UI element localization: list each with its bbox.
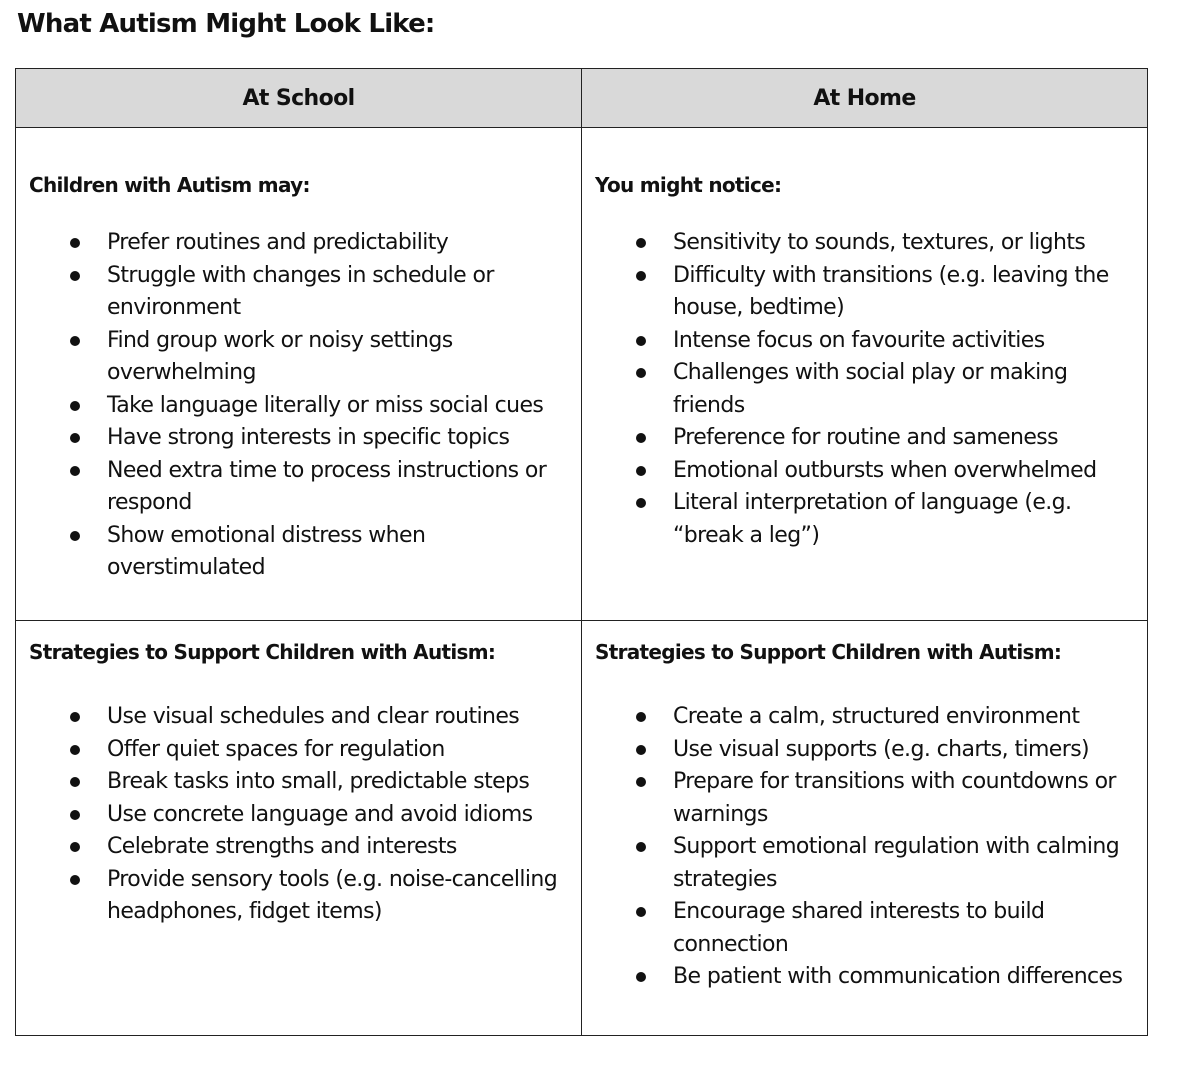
list-item: [17, 390, 580, 423]
list-item: [17, 799, 580, 832]
list-item-text: Preference for routine and sameness: [673, 425, 1059, 450]
list-item-text: Create a calm, structured environment: [673, 704, 1080, 729]
list-item-text: Provide sensory tools (e.g. noise-cancelling headphones, fidget items): [107, 866, 558, 924]
list-item-text: Break tasks into small, predictable steps: [107, 769, 530, 794]
strategies-row: [16, 621, 1148, 1036]
home-strategies-cell: [582, 621, 1148, 1036]
list-item: [17, 734, 580, 767]
list-item: [583, 357, 1146, 422]
signs-row: [16, 128, 1148, 621]
bullet-icon: [70, 777, 80, 787]
bullet-icon: [70, 842, 80, 852]
list-item-text: Find group work or noisy settings overwhelming: [107, 327, 453, 385]
list-item: [583, 831, 1146, 896]
list-item-text: Use visual supports (e.g. charts, timers): [673, 736, 1090, 762]
list-item: [583, 422, 1146, 455]
list-item-text: Celebrate strengths and interests: [107, 834, 457, 859]
bullet-icon: [70, 433, 80, 443]
school-signs-heading: Children with Autism may:: [29, 173, 310, 197]
bullet-icon: [636, 777, 646, 787]
list-item-text: Challenges with social play or making friends: [673, 360, 1068, 418]
list-item-text: Use concrete language and avoid idioms: [107, 801, 533, 827]
list-item: [17, 766, 580, 799]
list-item: [583, 325, 1146, 358]
bullet-icon: [70, 271, 80, 281]
home-signs-list: [583, 227, 1146, 552]
school-signs-cell: [16, 128, 582, 621]
list-item-text: Intense focus on favourite activities: [673, 327, 1045, 353]
list-item: [17, 422, 580, 455]
list-item: [583, 734, 1146, 767]
bullet-icon: [636, 842, 646, 852]
list-item: [17, 325, 580, 390]
list-item-text: Have strong interests in specific topics: [107, 425, 510, 450]
bullet-icon: [636, 498, 646, 508]
column-header-home: At Home: [582, 69, 1148, 128]
school-strategies-cell: [16, 621, 582, 1036]
bullet-icon: [70, 875, 80, 885]
bullet-icon: [70, 712, 80, 722]
bullet-icon: [70, 238, 80, 248]
bullet-icon: [636, 972, 646, 982]
list-item: [583, 455, 1146, 488]
home-signs-heading: You might notice:: [595, 173, 782, 197]
column-header-school: At School: [16, 69, 582, 128]
list-item: [17, 260, 580, 325]
list-item-text: Emotional outbursts when overwhelmed: [673, 457, 1097, 483]
list-item-text: Offer quiet spaces for regulation: [107, 736, 445, 762]
school-strategies-heading: Strategies to Support Children with Autism:: [29, 640, 496, 664]
list-item-text: Support emotional regulation with calming strategies: [673, 834, 1120, 892]
bullet-icon: [70, 745, 80, 755]
school-strategies-list: [17, 701, 580, 929]
list-item: [17, 701, 580, 734]
list-item-text: Difficulty with transitions (e.g. leaving the house, bedtime): [673, 262, 1109, 320]
bullet-icon: [636, 238, 646, 248]
list-item-text: Be patient with communication differences: [673, 964, 1123, 989]
list-item: [583, 701, 1146, 734]
page-title: What Autism Might Look Like:: [17, 9, 435, 39]
list-item: [583, 487, 1146, 552]
home-signs-cell: [582, 128, 1148, 621]
bullet-icon: [636, 712, 646, 722]
bullet-icon: [636, 433, 646, 443]
list-item: [17, 520, 580, 585]
list-item-text: Literal interpretation of language (e.g. “break a leg”): [673, 490, 1072, 548]
list-item-text: Show emotional distress when overstimulated: [107, 522, 426, 580]
list-item-text: Use visual schedules and clear routines: [107, 704, 520, 729]
bullet-icon: [636, 907, 646, 917]
list-item: [583, 260, 1146, 325]
list-item: [17, 831, 580, 864]
bullet-icon: [636, 368, 646, 378]
bullet-icon: [636, 271, 646, 281]
bullet-icon: [70, 401, 80, 411]
bullet-icon: [636, 745, 646, 755]
bullet-icon: [70, 810, 80, 820]
list-item: [17, 227, 580, 260]
bullet-icon: [70, 466, 80, 476]
list-item: [17, 455, 580, 520]
bullet-icon: [636, 336, 646, 346]
list-item-text: Sensitivity to sounds, textures, or lights: [673, 230, 1086, 255]
comparison-table: [15, 68, 1148, 1036]
home-strategies-heading: Strategies to Support Children with Autism:: [595, 640, 1062, 664]
bullet-icon: [70, 531, 80, 541]
list-item-text: Encourage shared interests to build connection: [673, 899, 1045, 957]
table-header-row: [16, 69, 1148, 128]
list-item-text: Need extra time to process instructions or respond: [107, 457, 547, 515]
list-item: [583, 961, 1146, 994]
list-item: [583, 766, 1146, 831]
bullet-icon: [70, 336, 80, 346]
bullet-icon: [636, 466, 646, 476]
list-item-text: Struggle with changes in schedule or environment: [107, 262, 494, 320]
home-strategies-list: [583, 701, 1146, 994]
list-item: [583, 227, 1146, 260]
list-item-text: Take language literally or miss social cues: [107, 392, 544, 418]
school-signs-list: [17, 227, 580, 585]
list-item: [583, 896, 1146, 961]
list-item-text: Prepare for transitions with countdowns or warnings: [673, 769, 1116, 827]
list-item-text: Prefer routines and predictability: [107, 230, 449, 255]
list-item: [17, 864, 580, 929]
